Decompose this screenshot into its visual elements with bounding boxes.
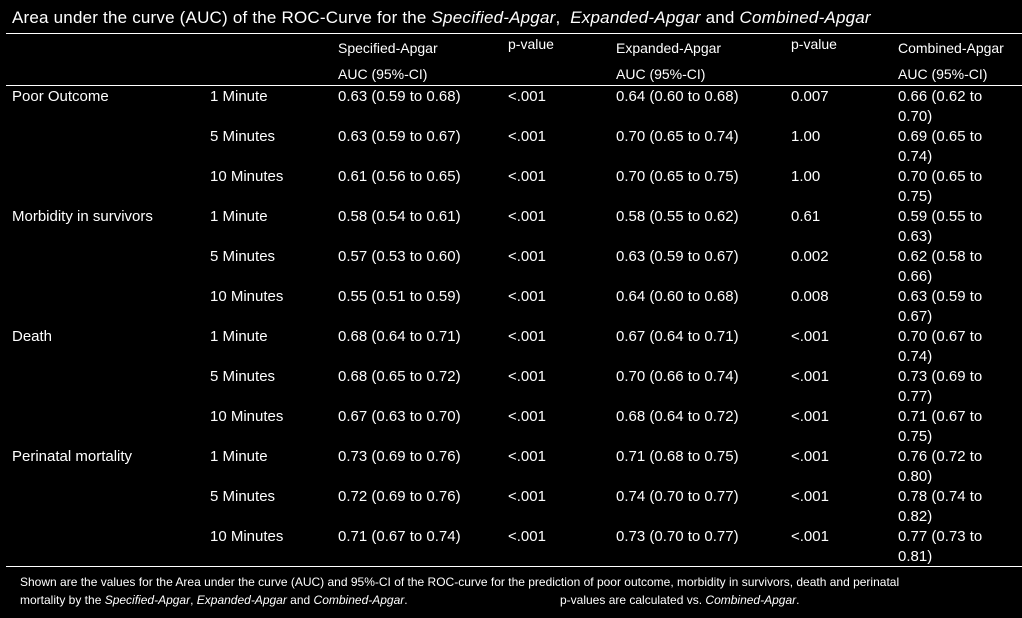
pvalue-specified-cell: <.001 (508, 288, 546, 305)
expanded-auc-cell: 0.74 (0.70 to 0.77) (616, 488, 739, 505)
group-label: Poor Outcome (12, 88, 109, 105)
specified-auc-cell: 0.73 (0.69 to 0.76) (338, 448, 461, 465)
header-rule (6, 85, 1022, 86)
specified-auc-cell: 0.55 (0.51 to 0.59) (338, 288, 461, 305)
header-expanded: Expanded-Apgar (616, 40, 722, 56)
time-cell: 10 Minutes (210, 528, 284, 545)
expanded-auc-cell: 0.70 (0.65 to 0.74) (616, 128, 739, 145)
combined-auc-cell: 0.59 (0.55 to 0.63) (898, 208, 983, 245)
footnote-combined: Combined-Apgar (313, 593, 405, 607)
expanded-auc-cell: 0.70 (0.65 to 0.75) (616, 168, 739, 185)
pvalue-expanded-cell: <.001 (791, 488, 829, 505)
footnote-expanded: Expanded-Apgar (196, 593, 287, 607)
pvalue-specified-cell: <.001 (508, 88, 546, 105)
pvalue-specified-cell: <.001 (508, 168, 546, 185)
specified-auc-cell: 0.68 (0.65 to 0.72) (338, 368, 461, 385)
title-combined: Combined-Apgar (739, 8, 871, 27)
pvalue-specified-cell: <.001 (508, 328, 546, 345)
footnote-prefix: mortality by the (20, 593, 105, 607)
footnote-sep3: . (404, 593, 408, 607)
footnote (20, 573, 899, 609)
expanded-auc-cell: 0.58 (0.55 to 0.62) (616, 208, 739, 225)
specified-auc-cell: 0.68 (0.64 to 0.71) (338, 328, 461, 345)
expanded-auc-cell: 0.73 (0.70 to 0.77) (616, 528, 739, 545)
footnote-line-1: Shown are the values for the Area under the curve (AUC) and 95%-CI of the ROC-curve for the prediction of poor outcome, morbidity in survivors, death and perinatal (20, 575, 900, 589)
header-pvalue-1: p-value (508, 36, 554, 52)
specified-auc-cell: 0.61 (0.56 to 0.65) (338, 168, 461, 185)
specified-auc-cell: 0.72 (0.69 to 0.76) (338, 488, 461, 505)
specified-auc-cell: 0.67 (0.63 to 0.70) (338, 408, 461, 425)
combined-auc-cell: 0.69 (0.65 to 0.74) (898, 128, 983, 165)
pvalue-expanded-cell: 0.007 (791, 88, 829, 105)
title-prefix: Area under the curve (AUC) of the ROC-Curve for the (12, 8, 432, 27)
time-cell: 10 Minutes (210, 168, 284, 185)
combined-auc-cell: 0.73 (0.69 to 0.77) (898, 368, 983, 405)
footnote-sep2: and (286, 593, 314, 607)
combined-auc-cell: 0.66 (0.62 to 0.70) (898, 88, 983, 125)
pvalue-specified-cell: <.001 (508, 488, 546, 505)
header-specified-sub: AUC (95%-CI) (338, 66, 428, 82)
footnote-pvalue-combined: Combined-Apgar (705, 593, 797, 607)
footnote-pvalue-text: p-values are calculated vs. (560, 593, 706, 607)
expanded-auc-cell: 0.68 (0.64 to 0.72) (616, 408, 739, 425)
group-label: Death (12, 328, 53, 345)
combined-auc-cell: 0.70 (0.67 to 0.74) (898, 328, 983, 365)
expanded-auc-cell: 0.71 (0.68 to 0.75) (616, 448, 739, 465)
pvalue-expanded-cell: 1.00 (791, 168, 821, 185)
time-cell: 10 Minutes (210, 408, 284, 425)
expanded-auc-cell: 0.67 (0.64 to 0.71) (616, 328, 739, 345)
time-cell: 5 Minutes (210, 248, 276, 265)
combined-auc-cell: 0.71 (0.67 to 0.75) (898, 408, 983, 445)
expanded-auc-cell: 0.64 (0.60 to 0.68) (616, 288, 739, 305)
footnote-end: . (796, 593, 800, 607)
header-specified: Specified-Apgar (338, 40, 438, 56)
time-cell: 1 Minute (210, 208, 268, 225)
time-cell: 1 Minute (210, 448, 268, 465)
footnote-specified: Specified-Apgar (104, 593, 191, 607)
pvalue-expanded-cell: <.001 (791, 528, 829, 545)
bottom-rule (6, 566, 1022, 567)
expanded-auc-cell: 0.70 (0.66 to 0.74) (616, 368, 739, 385)
pvalue-specified-cell: <.001 (508, 208, 546, 225)
combined-auc-cell: 0.62 (0.58 to 0.66) (898, 248, 983, 285)
footnote-line-2 (20, 591, 899, 609)
combined-auc-cell: 0.78 (0.74 to 0.82) (898, 488, 983, 525)
specified-auc-cell: 0.57 (0.53 to 0.60) (338, 248, 461, 265)
specified-auc-cell: 0.71 (0.67 to 0.74) (338, 528, 461, 545)
pvalue-expanded-cell: <.001 (791, 408, 829, 425)
specified-auc-cell: 0.58 (0.54 to 0.61) (338, 208, 461, 225)
title-sep2: and (700, 8, 740, 27)
pvalue-specified-cell: <.001 (508, 408, 546, 425)
pvalue-expanded-cell: <.001 (791, 368, 829, 385)
pvalue-specified-cell: <.001 (508, 528, 546, 545)
pvalue-specified-cell: <.001 (508, 248, 546, 265)
group-label: Perinatal mortality (12, 448, 133, 465)
time-cell: 5 Minutes (210, 128, 276, 145)
pvalue-specified-cell: <.001 (508, 448, 546, 465)
pvalue-expanded-cell: <.001 (791, 448, 829, 465)
time-cell: 1 Minute (210, 88, 268, 105)
expanded-auc-cell: 0.64 (0.60 to 0.68) (616, 88, 739, 105)
pvalue-expanded-cell: 0.008 (791, 288, 829, 305)
table-title (12, 8, 871, 28)
header-expanded-sub: AUC (95%-CI) (616, 66, 706, 82)
pvalue-expanded-cell: 0.61 (791, 208, 821, 225)
pvalue-specified-cell: <.001 (508, 128, 546, 145)
time-cell: 10 Minutes (210, 288, 284, 305)
pvalue-expanded-cell: <.001 (791, 328, 829, 345)
header-combined: Combined-Apgar (898, 40, 1004, 56)
pvalue-expanded-cell: 1.00 (791, 128, 821, 145)
combined-auc-cell: 0.77 (0.73 to 0.81) (898, 528, 983, 565)
header-combined-sub: AUC (95%-CI) (898, 66, 988, 82)
footnote-sep1: , (190, 593, 197, 607)
group-label: Morbidity in survivors (12, 208, 153, 225)
combined-auc-cell: 0.76 (0.72 to 0.80) (898, 448, 983, 485)
pvalue-specified-cell: <.001 (508, 368, 546, 385)
combined-auc-cell: 0.70 (0.65 to 0.75) (898, 168, 983, 205)
expanded-auc-cell: 0.63 (0.59 to 0.67) (616, 248, 739, 265)
title-sep1: , (555, 8, 571, 27)
specified-auc-cell: 0.63 (0.59 to 0.67) (338, 128, 461, 145)
footnote-pvalue-note (560, 591, 799, 609)
pvalue-expanded-cell: 0.002 (791, 248, 829, 265)
time-cell: 5 Minutes (210, 368, 276, 385)
combined-auc-cell: 0.63 (0.59 to 0.67) (898, 288, 983, 325)
title-specified: Specified-Apgar (431, 8, 556, 27)
specified-auc-cell: 0.63 (0.59 to 0.68) (338, 88, 461, 105)
title-expanded: Expanded-Apgar (570, 8, 701, 27)
time-cell: 5 Minutes (210, 488, 276, 505)
time-cell: 1 Minute (210, 328, 268, 345)
header-pvalue-2: p-value (791, 36, 837, 52)
